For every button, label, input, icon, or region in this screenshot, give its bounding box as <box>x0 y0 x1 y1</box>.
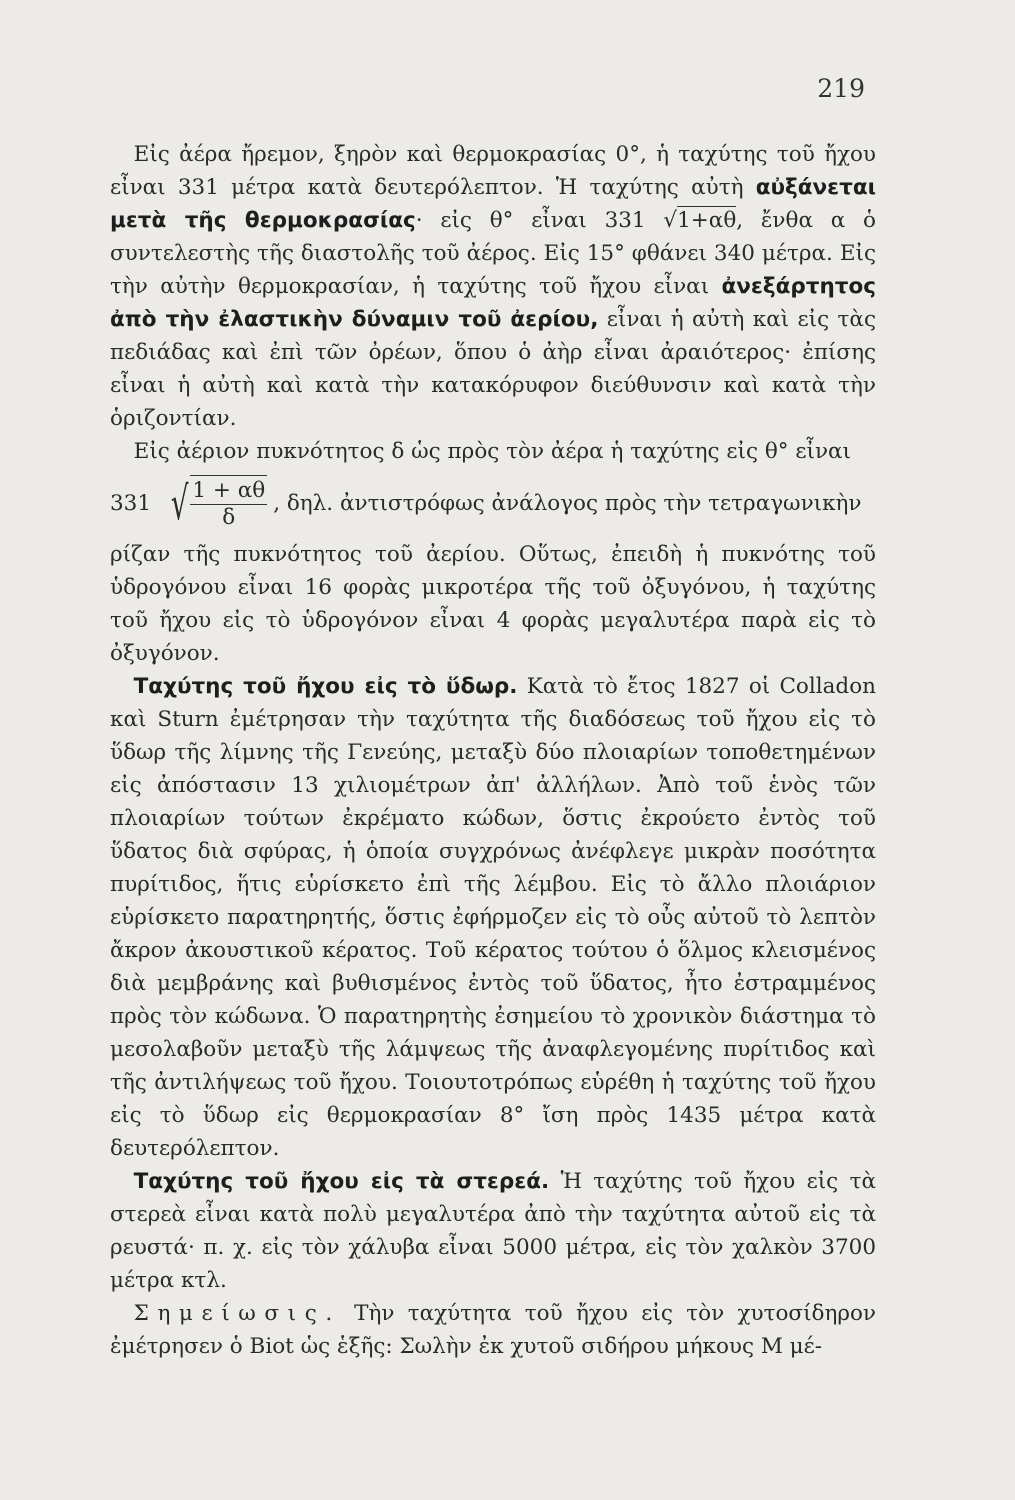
formula-tail: , δηλ. ἀντιστρόφως ἀνάλογος πρὸς τὴν τετραγωνικὴν <box>273 490 862 516</box>
paragraph-gas-density <box>110 435 876 468</box>
paragraph-water <box>110 670 876 1165</box>
paragraph-hydrogen <box>110 538 876 670</box>
text-run: · εἰς θ° εἶναι 331 √ <box>415 208 678 233</box>
paragraph-solids <box>110 1165 876 1297</box>
text-run: , ἔνθα α ὁ συντελεστὴς τῆς διαστολῆς τοῦ ἀέρος. Εἰς 15° φθάνει 340 μέτρα. Εἰς τὴν αὐτὴν θερμοκρασίαν, ἡ ταχύτης τοῦ ἤχου εἶναι <box>110 208 876 299</box>
sqrt-expression: 1+αθ <box>677 208 737 233</box>
paragraph-air-speed <box>110 138 876 435</box>
text-run: Ἡ ταχύτης τοῦ ἤχου εἰς τὰ στερεὰ εἶναι κατὰ πολὺ μεγαλυτέρα ἀπὸ τὴν ταχύτητα αὐτοῦ εἰς τὰ ρευστά· π. χ. εἰς τὸν χάλυβα εἶναι 5000 μέτρα, εἰς τὸν χαλκὸν 3700 μέτρα κτλ. <box>110 1169 876 1293</box>
bold-phrase-independent: ἀνεξάρτητος ἀπὸ τὴν ἐλαστικὴν δύναμιν τοῦ ἀερίου, <box>110 274 876 332</box>
page-number: 219 <box>817 74 865 103</box>
paragraph-note <box>110 1297 876 1363</box>
heading-solids: Ταχύτης τοῦ ἤχου εἰς τὰ στερεά. <box>133 1169 550 1194</box>
text-run: Εἰς ἀέριον πυκνότητος δ ὡς πρὸς τὸν ἀέρα ἡ ταχύτης εἰς θ° εἶναι <box>133 439 851 464</box>
fraction-denominator: δ <box>222 505 236 530</box>
text-run: Εἰς ἀέρα ἤρεμον, ξηρὸν καὶ θερμοκρασίας 0°, ἡ ταχύτης τοῦ ἤχου εἶναι 331 μέτρα κατὰ δευτερόλεπτον. Ἡ ταχύτης αὐτὴ <box>110 142 876 200</box>
text-run: εἶναι ἡ αὐτὴ καὶ εἰς τὰς πεδιάδας καὶ ἐπὶ τῶν ὀρέων, ὅπου ὁ ἀὴρ εἶναι ἀραιότερος· ἐπίσης εἶναι ἡ αὐτὴ καὶ κατὰ τὴν κατακόρυφον διεύθυνσιν καὶ κατὰ τὴν ὁριζοντίαν. <box>110 307 876 431</box>
fraction-numerator: 1 + αθ <box>192 478 266 503</box>
text-run: Τὴν ταχύτητα τοῦ ἤχου εἰς τὸν χυτοσίδηρον ἐμέτρησεν ὁ Biot ὡς ἑξῆς: Σωλὴν ἐκ χυτοῦ σιδήρου μήκους Μ μέ- <box>110 1301 876 1359</box>
page-text <box>110 138 876 1363</box>
text-run: ρίζαν τῆς πυκνότητος τοῦ ἀερίου. Οὕτως, ἐπειδὴ ἡ πυκνότης τοῦ ὑδρογόνου εἶναι 16 φορὰς μικροτέρα τῆς τοῦ ὀξυγόνου, ἡ ταχύτης τοῦ ἤχου εἰς τὸ ὑδρογόνον εἶναι 4 φορὰς μεγαλυτέρα παρὰ εἰς τὸ ὀξυγόνον. <box>110 542 876 666</box>
formula-constant: 331 <box>110 490 152 516</box>
text-run: Κατὰ τὸ ἔτος 1827 οἱ Colladon καὶ Sturn ἐμέτρησαν τὴν ταχύτητα τῆς διαδόσεως τοῦ ἤχου εἰς τὸ ὕδωρ τῆς λίμνης τῆς Γενεύης, μεταξὺ δύο πλοιαρίων τοποθετημένων εἰς ἀπόστασιν 13 χιλιομέτρων ἀπ' ἀλλήλων. Ἀπὸ τοῦ ἑνὸς τῶν πλοιαρίων τούτων ἐκρέματο κώδων, ὅστις ἐκρούετο ἐντὸς τοῦ ὕδατος διὰ σφύρας, ἡ ὁποία συγχρόνως ἀνέφλεγε μικρὰν ποσότητα πυρίτιδος, ἥτις εὑρίσκετο ἐπὶ τῆς λέμβου. Εἰς τὸ ἄλλο πλοιάριον εὑρίσκετο παρατηρητής, ὅστις ἐφήρμοζεν εἰς τὸ οὖς αὐτοῦ τὸ λεπτὸν ἄκρον ἀκουστικοῦ κέρατος. Τοῦ κέρατος τούτου ὁ ὅλμος κλεισμένος διὰ μεμβράνης καὶ βυθισμένος ἐντὸς τοῦ ὕδατος, ἦτο ἐστραμμένος πρὸς τὸν κώδωνα. Ὁ παρατηρητὴς ἐσημείου τὸ χρονικὸν διάστημα τὸ μεσολαβοῦν μεταξὺ τῆς λάμψεως τῆς ἀναφλεγομένης πυρίτιδος καὶ τῆς ἀντιλήψεως τοῦ ἤχου. Τοιουτοτρόπως εὑρέθη ἡ ταχύτης τοῦ ἤχου εἰς τὸ ὕδωρ εἰς θερμοκρασίαν 8° ἴση πρὸς 1435 μέτρα κατὰ δευτερόλεπτον. <box>110 674 876 1161</box>
bold-phrase-temperature: αὐξάνεται μετὰ τῆς θερμοκρασίας <box>110 175 876 233</box>
formula-fraction <box>190 475 267 531</box>
heading-water: Ταχύτης τοῦ ἤχου εἰς τὸ ὕδωρ. <box>133 674 518 699</box>
speed-formula <box>110 468 876 538</box>
radical-sign: √ <box>170 476 189 530</box>
note-label: Σημείωσις. <box>133 1301 341 1326</box>
